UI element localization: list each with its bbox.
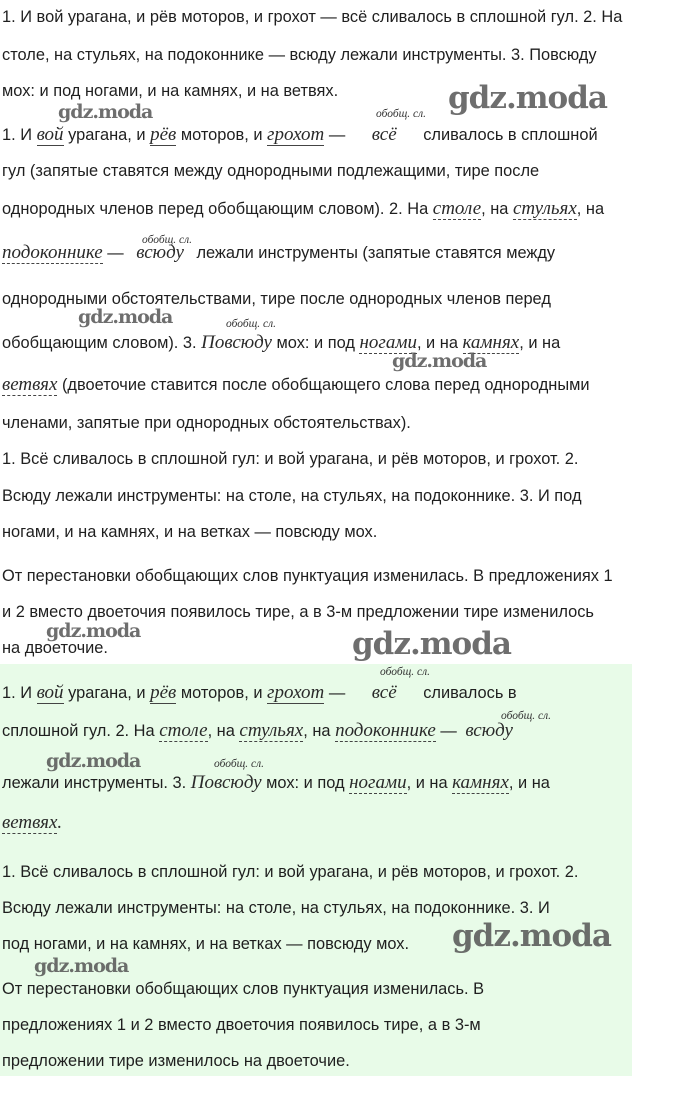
sentence-line: От перестановки обобщающих слов пунктуация изменилась. В xyxy=(2,980,485,998)
generalizing-word-label: обобщ. сл. xyxy=(226,318,277,330)
watermark-logo: gdz.moda xyxy=(352,626,511,662)
sentence-line: предложениях 1 и 2 вместо двоеточия появилось тире, а в 3-м xyxy=(2,1016,481,1034)
text: сплошной гул. 2. На xyxy=(2,722,160,740)
subject-word: грохот xyxy=(267,124,325,145)
generalizing-word-label: обобщ. сл. xyxy=(501,710,552,722)
text: урагана, и xyxy=(63,126,151,144)
parsed-sentence-line xyxy=(2,124,598,146)
sentence-line: мох: и под ногами, и на камнях, и на ветвях. xyxy=(2,82,339,100)
text: , на xyxy=(481,200,513,218)
generalizing-word: всё xyxy=(371,682,397,703)
watermark-logo: gdz.moda xyxy=(448,80,607,116)
adverbial-word: подоконнике xyxy=(335,720,436,741)
text: , на xyxy=(576,200,605,218)
text: сливалось в xyxy=(423,684,517,702)
generalizing-word: Повсюду xyxy=(201,332,272,353)
generalizing-word: всюду xyxy=(465,720,513,741)
sentence-line: гул (запятые ставятся между однородными подлежащими, тире после xyxy=(2,162,540,180)
text: 1. И xyxy=(2,126,37,144)
sentence-line: однородными обстоятельствами, тире после однородных членов перед xyxy=(2,290,551,308)
parsed-sentence-line xyxy=(2,682,517,704)
text: обобщающим словом). 3. xyxy=(2,334,202,352)
text: — xyxy=(102,244,124,262)
subject-word: грохот xyxy=(267,682,325,703)
text: , и на xyxy=(519,334,561,352)
adverbial-word: столе xyxy=(159,720,208,741)
subject-word: рёв xyxy=(150,682,177,703)
generalizing-word-label: обобщ. сл. xyxy=(142,234,193,246)
adverbial-word: подоконнике xyxy=(2,242,103,263)
text: мох: и под xyxy=(261,774,350,792)
sentence-line: 1. Всё сливалось в сплошной гул: и вой урагана, и рёв моторов, и грохот. 2. xyxy=(2,863,579,881)
adverbial-word: камнях xyxy=(452,772,509,793)
adverbial-word: камнях xyxy=(462,332,520,353)
adverbial-word: ветвях xyxy=(2,374,58,395)
text: сливалось в сплошной xyxy=(423,126,598,144)
text: — xyxy=(435,722,457,740)
text: урагана, и xyxy=(63,684,151,702)
parsed-sentence-line xyxy=(2,198,604,220)
text: лежали инструменты. 3. xyxy=(2,774,191,792)
sentence-line: и 2 вместо двоеточия появилось тире, а в 3-м предложении тире изменилось xyxy=(2,603,594,621)
generalizing-word-label: обобщ. сл. xyxy=(376,108,427,120)
watermark-logo: gdz.moda xyxy=(58,101,153,123)
sentence-line: на двоеточие. xyxy=(2,639,108,657)
text: однородных членов перед обобщающим словом). 2. На xyxy=(2,200,433,218)
subject-word: рёв xyxy=(150,124,177,145)
text: моторов, и xyxy=(176,126,268,144)
text: мох: и под xyxy=(271,334,360,352)
generalizing-word: Повсюду xyxy=(190,772,262,793)
text: моторов, и xyxy=(176,684,268,702)
text: , и на xyxy=(508,774,550,792)
text: , на xyxy=(207,722,240,740)
text: , и на xyxy=(406,774,453,792)
text: — xyxy=(324,126,346,144)
text: 1. И xyxy=(2,684,37,702)
adverbial-word: стульях xyxy=(512,198,577,219)
sentence-line: ногами, и на камнях, и на ветках — повсюду мох. xyxy=(2,523,378,541)
generalizing-word: всюду xyxy=(136,242,184,263)
watermark-logo: gdz.moda xyxy=(34,955,129,977)
sentence-line: 1. И вой урагана, и рёв моторов, и грохот — всё сливалось в сплошной гул. 2. На xyxy=(2,8,623,26)
watermark-logo: gdz.moda xyxy=(392,350,487,372)
sentence-line: под ногами, и на камнях, и на ветках — повсюду мох. xyxy=(2,935,410,953)
watermark-logo: gdz.moda xyxy=(46,620,141,642)
generalizing-word-label: обобщ. сл. xyxy=(380,666,431,678)
sentence-line: предложении тире изменилось на двоеточие. xyxy=(2,1052,350,1070)
sentence-line: От перестановки обобщающих слов пунктуация изменилась. В предложениях 1 xyxy=(2,567,613,585)
text: , и на xyxy=(416,334,463,352)
parsed-sentence-line xyxy=(2,720,513,742)
parsed-sentence-line xyxy=(2,812,62,834)
watermark-logo: gdz.moda xyxy=(452,918,611,954)
sentence-line: столе, на стульях, на подоконнике — всюду лежали инструменты. 3. Повсюду xyxy=(2,46,597,64)
sentence-line: Всюду лежали инструменты: на столе, на стульях, на подоконнике. 3. И xyxy=(2,899,550,917)
text: . xyxy=(57,812,63,833)
adverbial-word: ногами xyxy=(349,772,407,793)
text: лежали инструменты (запятые ставятся между xyxy=(196,244,556,262)
text: , на xyxy=(303,722,336,740)
generalizing-word: всё xyxy=(371,124,397,145)
adverbial-word: стульях xyxy=(239,720,304,741)
parsed-sentence-line xyxy=(2,242,555,264)
generalizing-word-label: обобщ. сл. xyxy=(214,758,265,770)
adverbial-word: ногами xyxy=(359,332,417,353)
adverbial-word: столе xyxy=(432,198,482,219)
watermark-logo: gdz.moda xyxy=(78,306,173,328)
adverbial-word: ветвях xyxy=(2,812,58,833)
text: — xyxy=(324,684,346,702)
sentence-line: членами, запятые при однородных обстоятельствах). xyxy=(2,414,411,432)
parsed-sentence-line xyxy=(2,772,550,794)
text: (двоеточие ставится после обобщающего слова перед однородными xyxy=(57,376,590,394)
sentence-line: 1. Всё сливалось в сплошной гул: и вой урагана, и рёв моторов, и грохот. 2. xyxy=(2,450,579,468)
subject-word: вой xyxy=(36,682,64,703)
sentence-line: Всюду лежали инструменты: на столе, на стульях, на подоконнике. 3. И под xyxy=(2,487,582,505)
subject-word: вой xyxy=(36,124,64,145)
watermark-logo: gdz.moda xyxy=(46,750,141,772)
parsed-sentence-line xyxy=(2,374,590,396)
